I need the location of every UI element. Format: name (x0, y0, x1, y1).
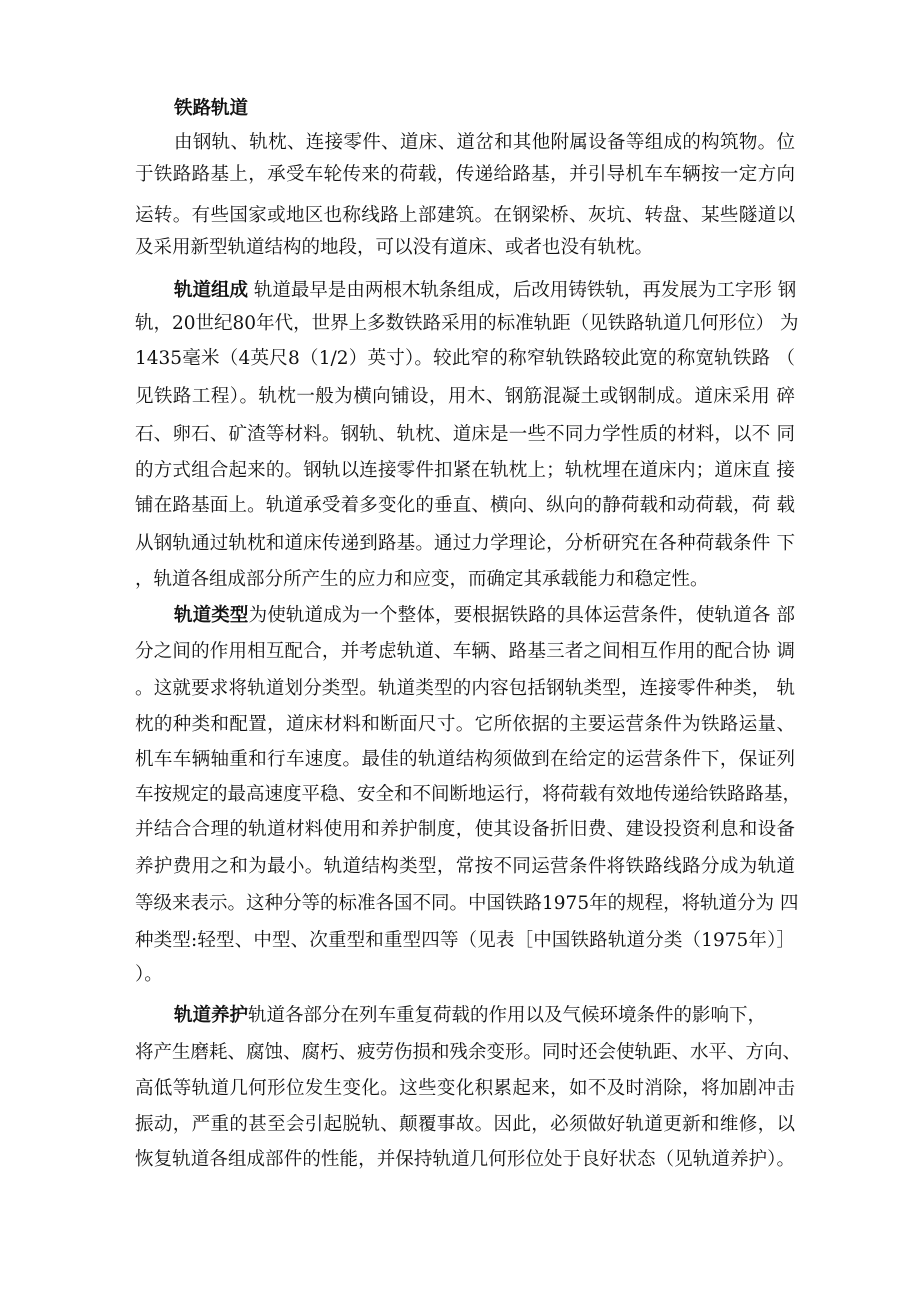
paragraph-2-line-6: 的方式组合起来的。钢轨以连接零件扣紧在轨枕上；轨枕埋在道床内；道床直 接 (135, 460, 795, 481)
paragraph-2-line-2: 轨，20世纪80年代，世界上多数铁路采用的标准轨距（见铁路轨道几何形位） 为 (135, 313, 799, 334)
paragraph-3-line-3: 。这就要求将轨道划分类型。轨道类型的内容包括钢轨类型，连接零件种类， 轨 (135, 678, 795, 699)
paragraph-4-line-1-text: 轨道各部分在列车重复荷载的作用以及气候环境条件的影响下， (248, 1005, 767, 1026)
paragraph-2-line-1 (174, 276, 795, 306)
paragraph-3-line-1-text: 为使轨道成为一个整体，要根据铁路的具体运营条件，使轨道各 部 (248, 605, 795, 626)
paragraph-4-line-1 (174, 1001, 795, 1031)
paragraph-3-line-8: 养护费用之和为最小。轨道结构类型，常按不同运营条件将铁路线路分成为轨道 (135, 856, 795, 877)
paragraph-2-line-5: 石、卵石、矿渣等材料。钢轨、轨枕、道床是一些不同力学性质的材料，以不 同 (135, 424, 795, 445)
paragraph-4-line-4: 振动，严重的甚至会引起脱轨、颠覆事故。因此，必须做好轨道更新和维修，以 (135, 1114, 795, 1135)
paragraph-3-line-5: 机车车辆轴重和行车速度。最佳的轨道结构须做到在给定的运营条件下，保证列 (135, 749, 795, 770)
paragraph-2-line-3: 1435毫米（4英尺8（1/2）英寸）。较此窄的称窄轨铁路较此宽的称宽轨铁路 （ (135, 348, 795, 369)
paragraph-3-line-10: 种类型:轻型、中型、次重型和重型四等（见表［中国铁路轨道分类（1975年）］ (135, 930, 795, 951)
paragraph-2-line-9: ，轨道各组成部分所产生的应力和应变，而确定其承载能力和稳定性。 (135, 569, 709, 590)
paragraph-3-line-4: 枕的种类和配置，道床材料和断面尺寸。它所依据的主要运营条件为铁路运量、 (135, 714, 795, 735)
paragraph-2-line-1-text: 轨道最早是由两根木轨条组成，后改用铸铁轨，再发展为工字形 钢 (248, 280, 797, 301)
document-title: 铁路轨道 (174, 98, 249, 119)
paragraph-3-line-7: 并结合合理的轨道材料使用和养护制度，使其设备折旧费、建设投资利息和设备 (135, 819, 795, 840)
paragraph-1-line-3: 运转。有些国家或地区也称线路上部建筑。在钢梁桥、灰坑、转盘、某些隧道以 (135, 205, 795, 226)
paragraph-1-line-1: 由钢轨、轨枕、连接零件、道床、道岔和其他附属设备等组成的构筑物。位 (174, 132, 795, 153)
section-heading-maintenance: 轨道养护 (174, 1005, 249, 1026)
paragraph-3-line-9: 等级来表示。这种分等的标准各国不同。中国铁路1975年的规程，将轨道分为 四 (135, 893, 799, 914)
paragraph-2-line-7: 铺在路基面上。轨道承受着多变化的垂直、横向、纵向的静荷载和动荷载，荷 载 (135, 495, 795, 516)
paragraph-4-line-2: 将产生磨耗、腐蚀、腐朽、疲劳伤损和残余变形。同时还会使轨距、水平、方向、 (135, 1042, 802, 1063)
paragraph-2-line-8: 从钢轨通过轨枕和道床传递到路基。通过力学理论，分析研究在各种荷载条件 下 (135, 533, 795, 554)
paragraph-4-line-3: 高低等轨道几何形位发生变化。这些变化积累起来，如不及时消除，将加剧冲击 (135, 1078, 795, 1099)
paragraph-3-line-6: 车按规定的最高速度平稳、安全和不间断地运行，将荷载有效地传递给铁路路基， (135, 784, 802, 805)
section-heading-composition: 轨道组成 (174, 280, 249, 301)
paragraph-3-line-11: ）。 (135, 964, 163, 985)
paragraph-1-line-4: 及采用新型轨道结构的地段，可以没有道床、或者也没有轨枕。 (135, 237, 654, 258)
paragraph-1-line-2: 于铁路路基上，承受车轮传来的荷载，传递给路基，并引导机车车辆按一定方向 (135, 164, 795, 185)
paragraph-2-line-4: 见铁路工程）。轨枕一般为横向铺设，用木、钢筋混凝土或钢制成。道床采用 碎 (135, 386, 795, 407)
paragraph-4-line-5: 恢复轨道各组成部件的性能，并保持轨道几何形位处于良好状态（见轨道养护）。 (135, 1149, 795, 1170)
section-heading-types: 轨道类型 (174, 605, 249, 626)
paragraph-3-line-1 (174, 601, 795, 631)
paragraph-3-line-2: 分之间的作用相互配合，并考虑轨道、车辆、路基三者之间相互作用的配合协 调 (135, 641, 795, 662)
